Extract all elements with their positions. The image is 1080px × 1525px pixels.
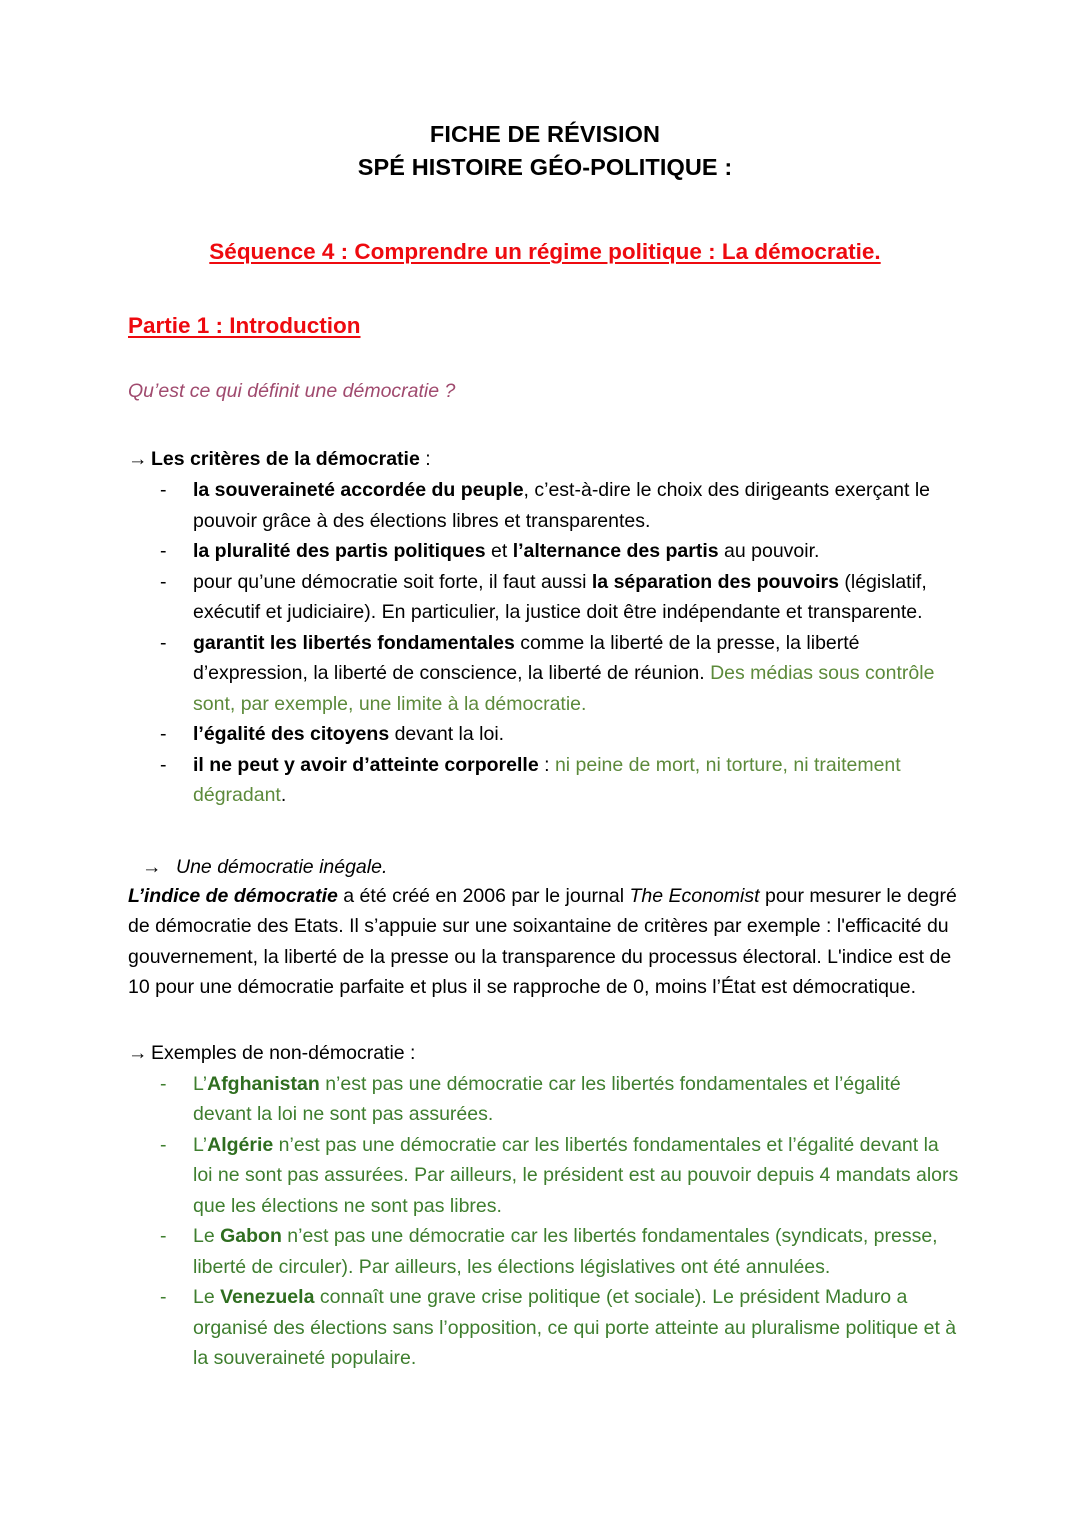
examples-list [128, 1069, 962, 1374]
democracy-index-paragraph [128, 881, 962, 1003]
examples-arrow-line [128, 1039, 962, 1067]
dash-bullet-icon: - [160, 1133, 167, 1156]
criteria-3-lead: pour qu’une démocratie soit forte, il faut aussi [193, 570, 592, 593]
list-item [128, 1130, 962, 1222]
criteria-1-rest: , c’est-à-dire le choix des dirigeants exerçant le pouvoir grâce à des élections libres et transparentes. [193, 479, 930, 532]
example-1-country: Algérie [207, 1133, 274, 1156]
criteria-5-bold: l’égalité des citoyens [193, 723, 390, 745]
list-item [128, 567, 962, 628]
list-item [128, 536, 962, 567]
list-item [128, 1282, 962, 1374]
criteria-2-mid: et [485, 540, 513, 562]
example-2-country: Gabon [220, 1225, 282, 1247]
criteria-4-bold: garantit les libertés fondamentales [193, 631, 515, 654]
sequence-heading-text: Séquence 4 : Comprendre un régime politique : La démocratie. [209, 239, 881, 264]
unequal-democracy-arrow-line [142, 853, 962, 881]
example-2-lead: Le [193, 1225, 221, 1247]
criteria-label: Les critères de la démocratie [151, 448, 420, 470]
part-heading [128, 311, 962, 341]
part-heading-text: Partie 1 : Introduction [128, 313, 361, 338]
criteria-6-tail: . [280, 784, 287, 806]
dash-bullet-icon: - [160, 753, 167, 776]
example-0-lead: L’ [193, 1072, 208, 1095]
criteria-3-rest: (législatif, exécutif et judiciaire). En particulier, la justice doit être indépendante et transparente. [193, 570, 927, 623]
criteria-2-bold-a: la pluralité des partis politiques [193, 540, 486, 562]
guiding-question: Qu’est ce qui définit une démocratie ? [128, 380, 456, 402]
dash-bullet-icon: - [160, 1072, 167, 1095]
dash-bullet-icon: - [160, 631, 167, 654]
criteria-arrow-line [128, 445, 962, 473]
dash-bullet-icon: - [160, 1286, 167, 1308]
dash-bullet-icon: - [160, 723, 167, 745]
page-title [128, 118, 962, 184]
criteria-3-bold: la séparation des pouvoirs [591, 570, 839, 593]
examples-label: Exemples de non-démocratie : [151, 1041, 416, 1064]
page-title-line-2: SPÉ HISTOIRE GÉO-POLITIQUE : [357, 154, 733, 180]
economist-journal-name: The Economist [629, 884, 760, 907]
dash-bullet-icon: - [160, 1225, 167, 1247]
sequence-heading [128, 237, 962, 267]
list-item [128, 628, 962, 720]
example-1-rest: n’est pas une démocratie car les libertés fondamentales et l’égalité devant la loi ne sont pas assurées. Par ailleurs, le président est au pouvoir depuis 4 mandats alors que les élections ne sont pas libres. [193, 1133, 959, 1217]
criteria-4-green-note: Des médias sous contrôle sont, par exemple, une limite à la démocratie. [193, 662, 935, 715]
arrow-right-icon: → [142, 855, 162, 878]
list-item [128, 475, 962, 536]
arrow-right-icon: → [128, 1041, 148, 1064]
list-item [128, 1221, 962, 1282]
example-3-country: Venezuela [220, 1286, 315, 1308]
list-item [128, 1069, 962, 1130]
example-3-lead: Le [193, 1286, 221, 1308]
example-0-rest: n’est pas une démocratie car les libertés fondamentales et l’égalité devant la loi ne sont pas assurées. [193, 1072, 901, 1125]
democracy-index-term: L’indice de démocratie [128, 884, 338, 907]
example-1-lead: L’ [193, 1133, 208, 1156]
criteria-5-rest: devant la loi. [389, 723, 505, 745]
criteria-6-green-note: ni peine de mort, ni torture, ni traitement dégradant [193, 753, 901, 806]
criteria-1-bold: la souveraineté accordée du peuple [193, 479, 524, 501]
criteria-2-tail: au pouvoir. [718, 540, 820, 562]
dash-bullet-icon: - [160, 570, 167, 593]
criteria-label-tail: : [419, 448, 431, 470]
criteria-4-rest: comme la liberté de la presse, la liberté d’expression, la liberté de conscience, la liberté de réunion. [193, 631, 860, 684]
democracy-index-part-2: pour mesurer le degré de démocratie des Etats. Il s’appuie sur une soixantaine de critères par exemple : l'efficacité du gouvernement, la liberté de la presse ou la transparence du processus électoral. L'indice est de 10 pour une démocratie parfaite et plus il se rapproche de 0, moins l’État est démocratique. [128, 884, 957, 998]
criteria-2-bold-b: l’alternance des partis [512, 540, 719, 562]
list-item [128, 750, 962, 811]
example-0-country: Afghanistan [207, 1072, 320, 1095]
list-item [128, 719, 962, 750]
arrow-right-icon: → [128, 448, 148, 470]
example-2-rest: n’est pas une démocratie car les libertés fondamentales (syndicats, presse, liberté de circuler). Par ailleurs, les élections législatives ont été annulées. [193, 1225, 938, 1278]
criteria-list [128, 475, 962, 811]
criteria-6-bold: il ne peut y avoir d’atteinte corporelle [193, 753, 539, 776]
criteria-6-mid: : [538, 753, 555, 776]
page-title-line-1: FICHE DE RÉVISION [429, 121, 661, 147]
dash-bullet-icon: - [160, 540, 167, 562]
dash-bullet-icon: - [160, 479, 167, 501]
example-3-rest: connaît une grave crise politique (et sociale). Le président Maduro a organisé des élections sans l’opposition, ce qui porte atteinte au pluralisme politique et à la souveraineté populaire. [193, 1286, 957, 1369]
unequal-democracy-label: Une démocratie inégale. [176, 855, 388, 878]
democracy-index-part-1: a été créé en 2006 par le journal [337, 884, 630, 907]
